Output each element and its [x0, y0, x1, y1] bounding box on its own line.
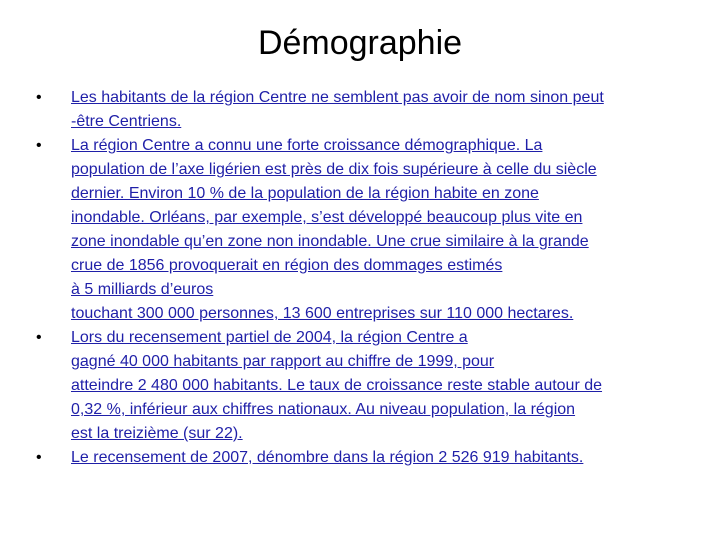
text-line: Le recensement de 2007, dénombre dans la région 2 526 919 habitants.	[71, 449, 584, 466]
text-line: dernier. Environ 10 % de la population de la région habite en zone	[71, 185, 539, 202]
bullet-link-text[interactable]	[71, 134, 684, 326]
slide-title: Démographie	[257, 24, 463, 62]
text-line: est la treizième (sur 22).	[71, 425, 243, 442]
bullet-dot-icon: •	[36, 89, 42, 106]
bullet-link-text[interactable]	[71, 86, 684, 134]
text-line: 0,32 %, inférieur aux chiffres nationaux. Au niveau population, la région	[71, 401, 576, 418]
bullet-dot-icon: •	[36, 449, 42, 466]
bullet-item-4	[36, 446, 684, 470]
text-line: Les habitants de la région Centre ne semblent pas avoir de nom sinon peut	[71, 89, 604, 106]
bullet-list	[36, 86, 684, 470]
text-line: population de l’axe ligérien est près de dix fois supérieure à celle du siècle	[71, 161, 597, 178]
bullet-link-text[interactable]	[71, 446, 684, 470]
bullet-item-1	[36, 86, 684, 134]
bullet-item-2	[36, 134, 684, 326]
bullet-dot-icon: •	[36, 137, 42, 154]
bullet-dot-icon: •	[36, 329, 42, 346]
text-line: zone inondable qu’en zone non inondable. Une crue similaire à la grande	[71, 233, 589, 250]
text-line: touchant 300 000 personnes, 13 600 entreprises sur 110 000 hectares.	[71, 305, 574, 322]
bullet-link-text[interactable]	[71, 326, 684, 446]
bullet-item-3	[36, 326, 684, 446]
text-line: Lors du recensement partiel de 2004, la région Centre a	[71, 329, 468, 346]
text-line: gagné 40 000 habitants par rapport au chiffre de 1999, pour	[71, 353, 495, 370]
text-line: atteindre 2 480 000 habitants. Le taux de croissance reste stable autour de	[71, 377, 603, 394]
text-line: à 5 milliards d’euros	[71, 281, 214, 298]
text-line: crue de 1856 provoquerait en région des dommages estimés	[71, 257, 503, 274]
text-line: -être Centriens.	[71, 113, 182, 130]
text-line: La région Centre a connu une forte croissance démographique. La	[71, 137, 543, 154]
text-line: inondable. Orléans, par exemple, s’est développé beaucoup plus vite en	[71, 209, 583, 226]
